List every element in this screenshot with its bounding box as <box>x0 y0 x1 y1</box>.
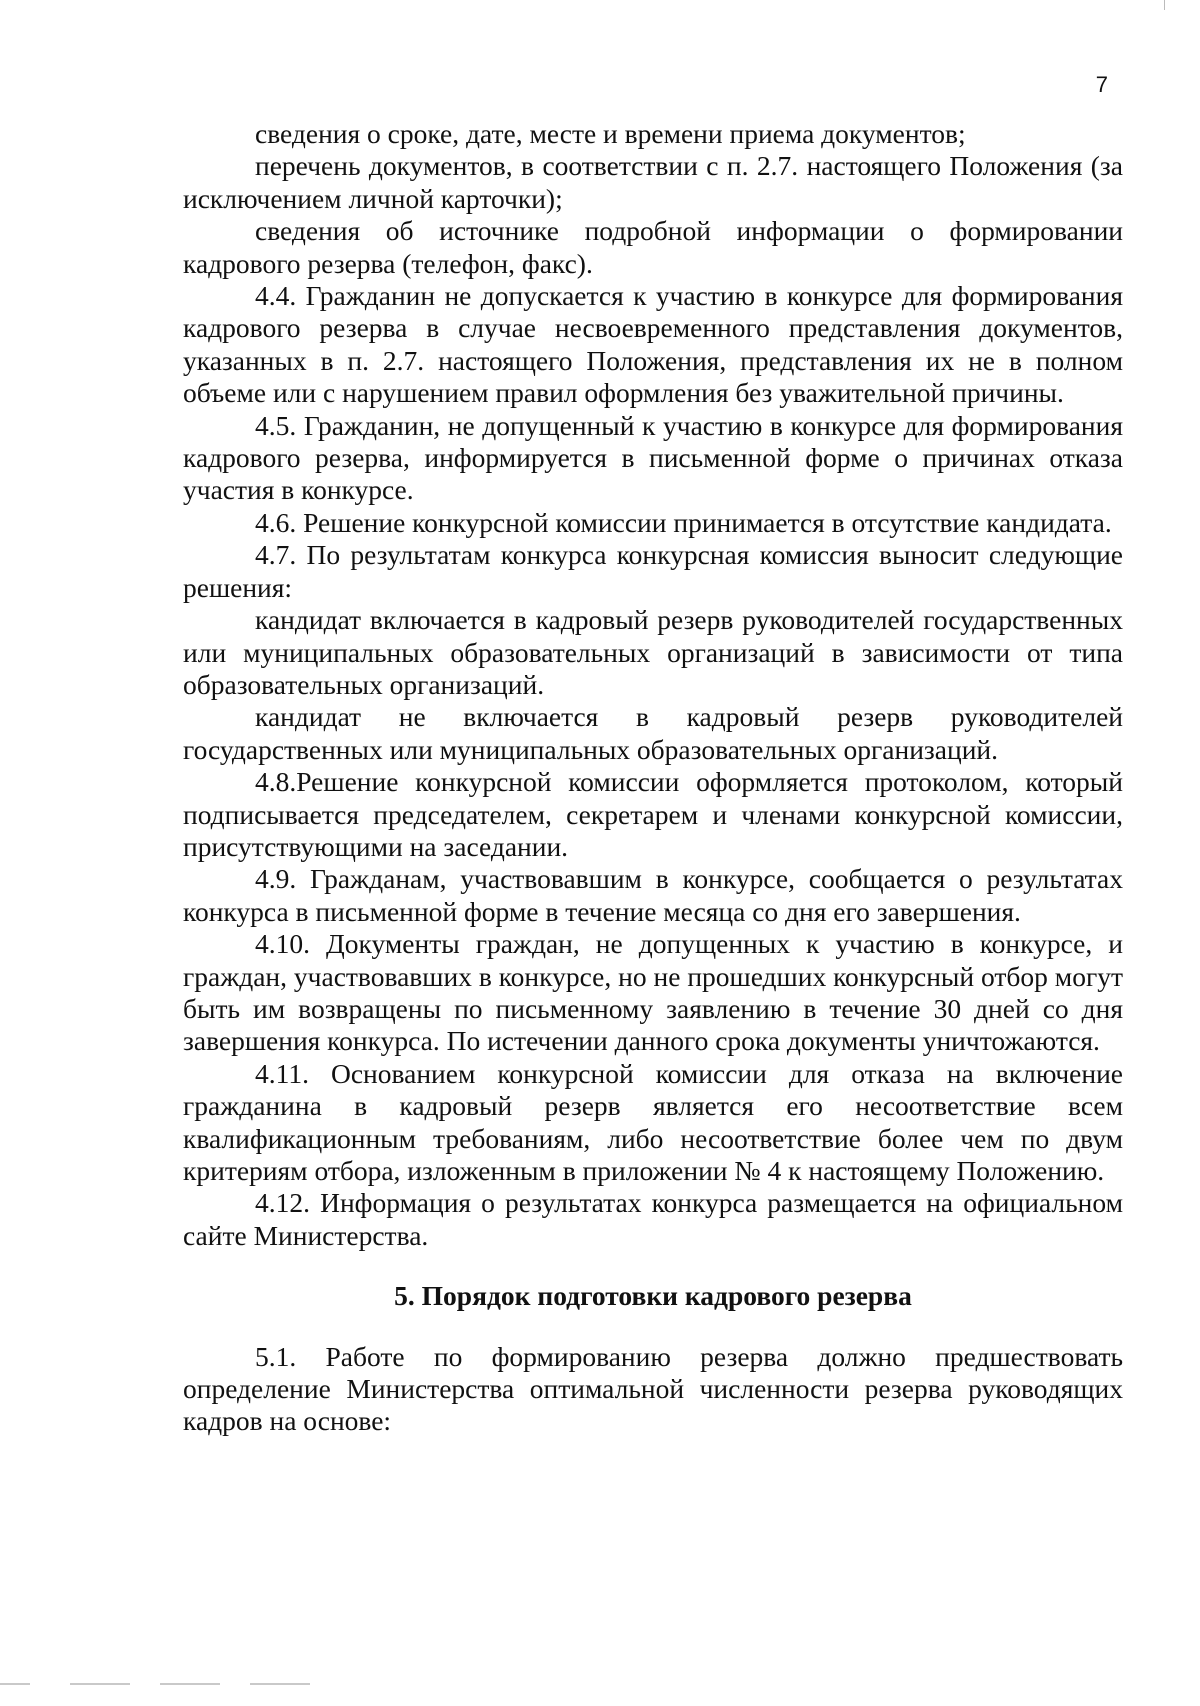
scan-mark <box>160 1683 220 1685</box>
paragraph: 4.12. Информация о результатах конкурса размещается на официальном сайте Министерства. <box>183 1187 1123 1251</box>
paragraph: сведения о сроке, дате, месте и времени приема документов; <box>255 118 966 149</box>
paragraph: 4.5. Гражданин, не допущенный к участию в конкурсе для формирования кадрового резерва, информируется в письменной форме о причинах отказа участия в конкурсе. <box>183 409 1123 506</box>
scan-mark <box>250 1683 310 1685</box>
paragraph: 4.7. По результатам конкурса конкурсная комиссия выносит следующие решения: <box>183 539 1123 603</box>
scan-mark <box>70 1683 130 1685</box>
document-body <box>183 118 1123 1438</box>
scan-mark <box>0 1683 30 1685</box>
scan-edge-marks <box>0 1683 420 1686</box>
section-heading: 5. Порядок подготовки кадрового резерва <box>394 1280 912 1312</box>
paragraph: 4.6. Решение конкурсной комиссии принимается в отсутствие кандидата. <box>255 506 1112 538</box>
paragraph: 4.4. Гражданин не допускается к участию в конкурсе для формирования кадрового резерва в случае несвоевременного представления документов, указанных в п. 2.7. настоящего Положения, представления их не в полном объеме или с нарушением правил оформления без уважительной причины. <box>183 280 1123 409</box>
paragraph: перечень документов, в соответствии с п. 2.7. настоящего Положения (за исключением личной карточки); <box>183 150 1123 214</box>
page-number: 7 <box>1095 72 1108 97</box>
paragraph: 4.9. Гражданам, участвовавшим в конкурсе, сообщается о результатах конкурса в письменной форме в течение месяца со дня его завершения. <box>183 863 1123 927</box>
paragraph: кандидат включается в кадровый резерв руководителей государственных или муниципальных образовательных организаций в зависимости от типа образовательных организаций. <box>183 604 1123 700</box>
paragraph: сведения об источнике подробной информации о формировании кадрового резерва (телефон, факс). <box>183 215 1123 279</box>
paragraph: 4.11. Основанием конкурсной комиссии для отказа на включение гражданина в кадровый резерв является его несоответствие всем квалификационным требованиям, либо несоответствие более чем по двум критериям отбора, изложенным в приложении № 4 к настоящему Положению. <box>183 1057 1123 1186</box>
paragraph: 5.1. Работе по формированию резерва должно предшествовать определение Министерства оптимальной численности резерва руководящих кадров на основе: <box>183 1340 1123 1437</box>
paragraph: кандидат не включается в кадровый резерв руководителей государственных или муниципальных образовательных организаций. <box>183 701 1123 765</box>
paragraph: 4.8.Решение конкурсной комиссии оформляется протоколом, который подписывается председателем, секретарем и членами конкурсной комиссии, присутствующими на заседании. <box>183 766 1123 862</box>
scan-edge-mark <box>1164 0 1165 10</box>
paragraph: 4.10. Документы граждан, не допущенных к участию в конкурсе, и граждан, участвовавших в конкурсе, но не прошедших конкурсный отбор могут быть им возвращены по письменному заявлению в течение 30 дней со дня завершения конкурса. По истечении данного срока документы уничтожаются. <box>183 928 1123 1057</box>
